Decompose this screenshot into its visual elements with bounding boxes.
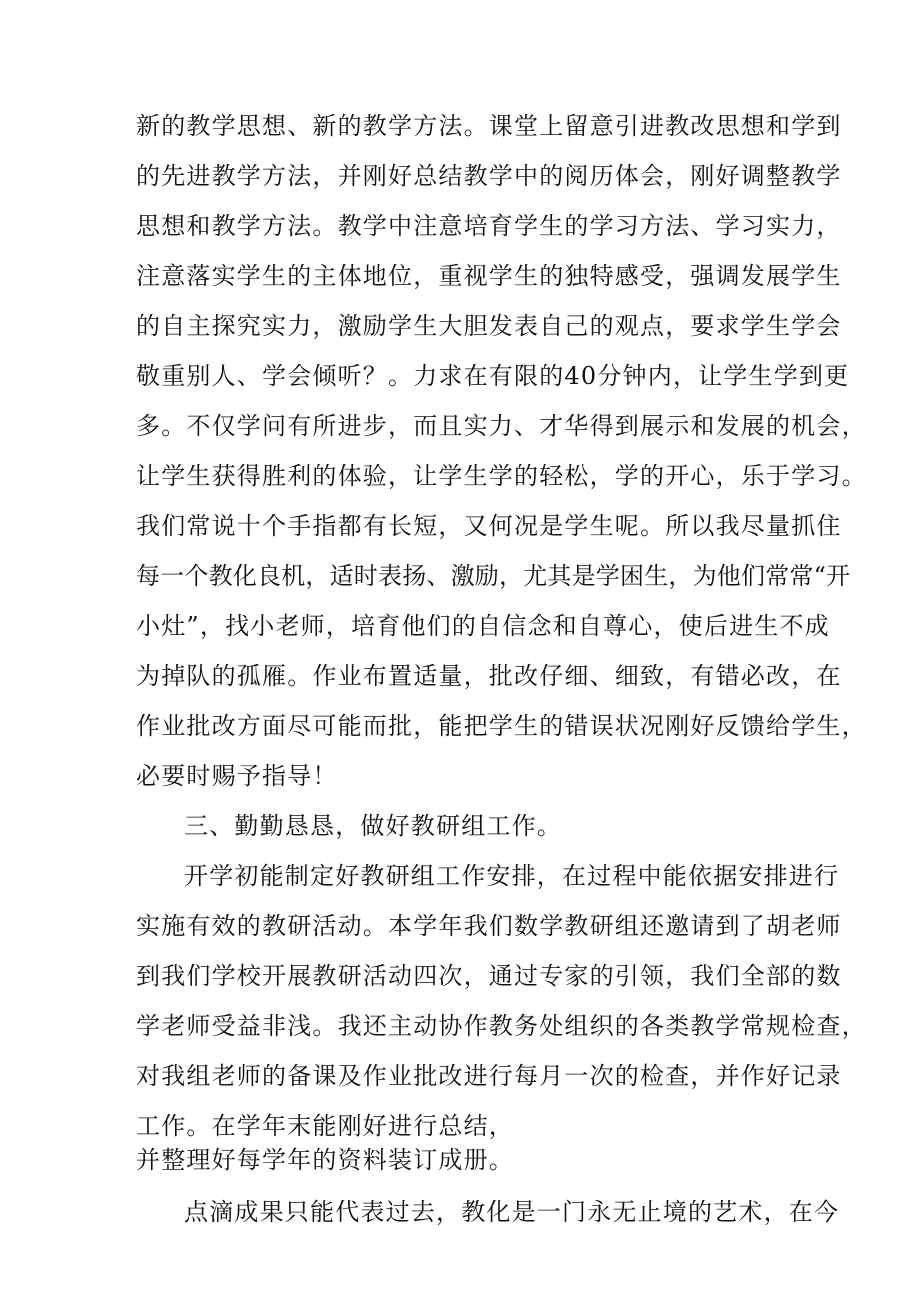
text-line: 到我们学校开展教研活动四次，通过专家的引领，我们全部的数 xyxy=(136,962,842,990)
text-line: 让学生获得胜利的体验，让学生学的轻松，学的开心，乐于学习。 xyxy=(136,462,867,490)
text-line: 注意落实学生的主体地位，重视学生的独特感受，强调发展学生 xyxy=(136,262,842,290)
text-line: 作业批改方面尽可能而批，能把学生的错误状况刚好反馈给学生， xyxy=(136,712,867,740)
text-line: 每一个教化良机，适时表扬、激励，尤其是学困生，为他们常常“开 xyxy=(136,562,851,590)
text-line: 实施有效的教研活动。本学年我们数学教研组还邀请到了胡老师 xyxy=(136,912,842,940)
text-line: 学老师受益非浅。我还主动协作教务处组织的各类教学常规检查， xyxy=(136,1012,867,1040)
text-line: 新的教学思想、新的教学方法。课堂上留意引进教改思想和学到 xyxy=(136,112,842,140)
text-line: 多。不仅学问有所进步，而且实力、才华得到展示和发展的机会， xyxy=(136,412,867,440)
text-line: 的自主探究实力，激励学生大胆发表自己的观点，要求学生学会 xyxy=(136,312,842,340)
text-line: 并整理好每学年的资料装订成册。 xyxy=(136,1146,514,1174)
text-line: 必要时赐予指导！ xyxy=(136,762,338,790)
text-line: 思想和教学方法。教学中注意培育学生的学习方法、学习实力， xyxy=(136,212,842,240)
text-line: 小灶”，找小老师，培育他们的自信念和自尊心，使后进生不成 xyxy=(136,612,830,640)
text-line: 对我组老师的备课及作业批改进行每月一次的检查，并作好记录 xyxy=(136,1062,842,1090)
text-line: 敬重别人、学会倾听？。力求在有限的40分钟内，让学生学到更 xyxy=(136,362,850,390)
text-line: 工作。在学年末能刚好进行总结， xyxy=(136,1112,514,1140)
text-line: 我们常说十个手指都有长短，又何况是学生呢。所以我尽量抓住 xyxy=(136,512,842,540)
text-line: 点滴成果只能代表过去，教化是一门永无止境的艺术，在今 xyxy=(184,1198,840,1226)
text-line: 为掉队的孤雁。作业布置适量，批改仔细、细致，有错必改，在 xyxy=(136,662,842,690)
text-line: 的先进教学方法，并刚好总结教学中的阅历体会，刚好调整教学 xyxy=(136,162,842,190)
text-line: 开学初能制定好教研组工作安排，在过程中能依据安排进行 xyxy=(184,862,840,890)
section-heading: 三、勤勤恳恳，做好教研组工作。 xyxy=(184,812,562,840)
